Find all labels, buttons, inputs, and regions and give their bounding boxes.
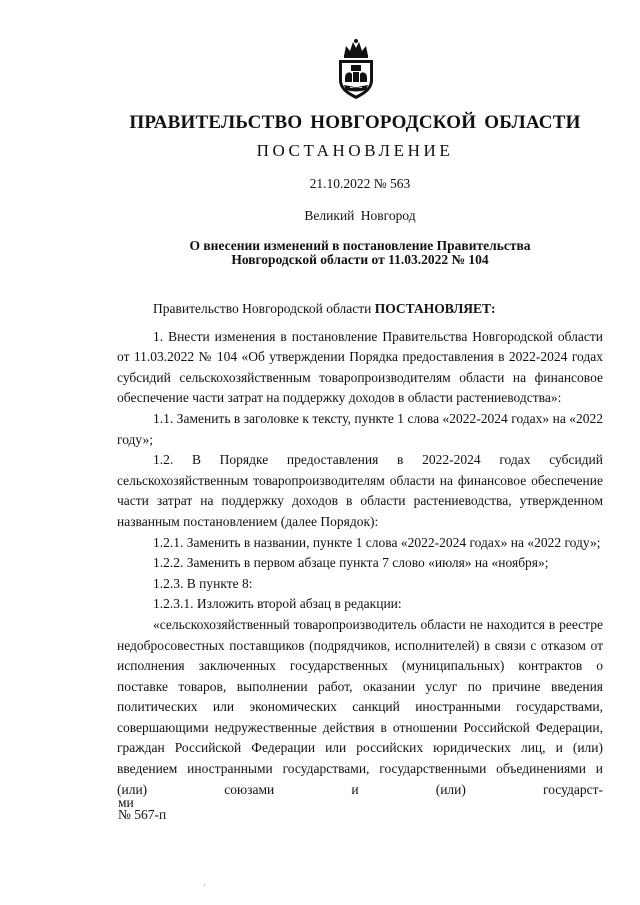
paragraph-1-2: 1.2. В Порядке предоставления в 2022-2024 годах субсидий сельскохозяйственным товаропроизводителям области на финансовое обеспечение части затрат на поддержку доходов в области растениеводства, утвержденном названным постановлением (далее Порядок): [117,452,603,529]
paragraph-1-2-1: 1.2.1. Заменить в названии, пункте 1 слова «2022-2024 годах» на «2022 году»; [153,534,601,550]
page-continuation: ми [118,795,134,810]
subject-line-2: Новгородской области от 11.03.2022 № 104 [231,252,489,267]
paragraph-1-2-3: 1.2.3. В пункте 8: [153,575,253,591]
document-city: Великий Новгород [304,208,416,223]
subject-line-1: О внесении изменений в постановление Правительства [189,238,531,253]
intro-decree-word: ПОСТАНОВЛЯЕТ: [374,301,496,316]
paragraph-1-1: 1.1. Заменить в заголовке к тексту, пункте 1 слова «2022-2024 годах» на «2022 году»; [117,410,603,447]
registration-number: № 567-п [118,807,167,822]
paragraph-1-2-2: 1.2.2. Заменить в первом абзаце пункта 7 слово «июля» на «ноября»; [153,555,549,571]
document-subject [0,239,640,267]
paragraph-1: 1. Внести изменения в постановление Правительства Новгородской области от 11.03.2022 № 104 «Об утверждении Порядка предоставления в 2022-2024 годах субсидий сельскохозяйственным товаропроизводителям области на финансовое обеспечение части затрат на поддержку доходов в области растениеводства»: [117,328,603,406]
document-body [117,299,603,800]
intro-text: Правительство Новгородской области [153,301,375,316]
paragraph-quote: «сельскохозяйственный товаропроизводитель области не находится в реестре недобросовестных поставщиков (подрядчиков, исполнителей) в связи с отказом от исполнения заключенных государственных (муниципальных) контрактов о поставке товаров, выполнении работ, оказании услуг по причине введения политических или экономических санкций иностранными государствами, совершающими недружественные действия в отношении Российской Федерации, граждан Российской Федерации или российских юридических лиц, и (или) введением иностранными государствами, государственными объединениями и (или) союзами и (или) государст- [117,616,603,797]
document-date-number: 21.10.2022 № 563 [309,176,411,191]
coat-of-arms-icon [336,38,376,100]
paragraph-1-2-3-1: 1.2.3.1. Изложить второй абзац в редакции: [153,596,402,612]
scan-speck [204,884,205,886]
intro-paragraph [117,299,603,320]
document-type: ПОСТАНОВЛЕНИЕ [256,141,454,160]
government-title: ПРАВИТЕЛЬСТВО НОВГОРОДСКОЙ ОБЛАСТИ [129,112,581,133]
